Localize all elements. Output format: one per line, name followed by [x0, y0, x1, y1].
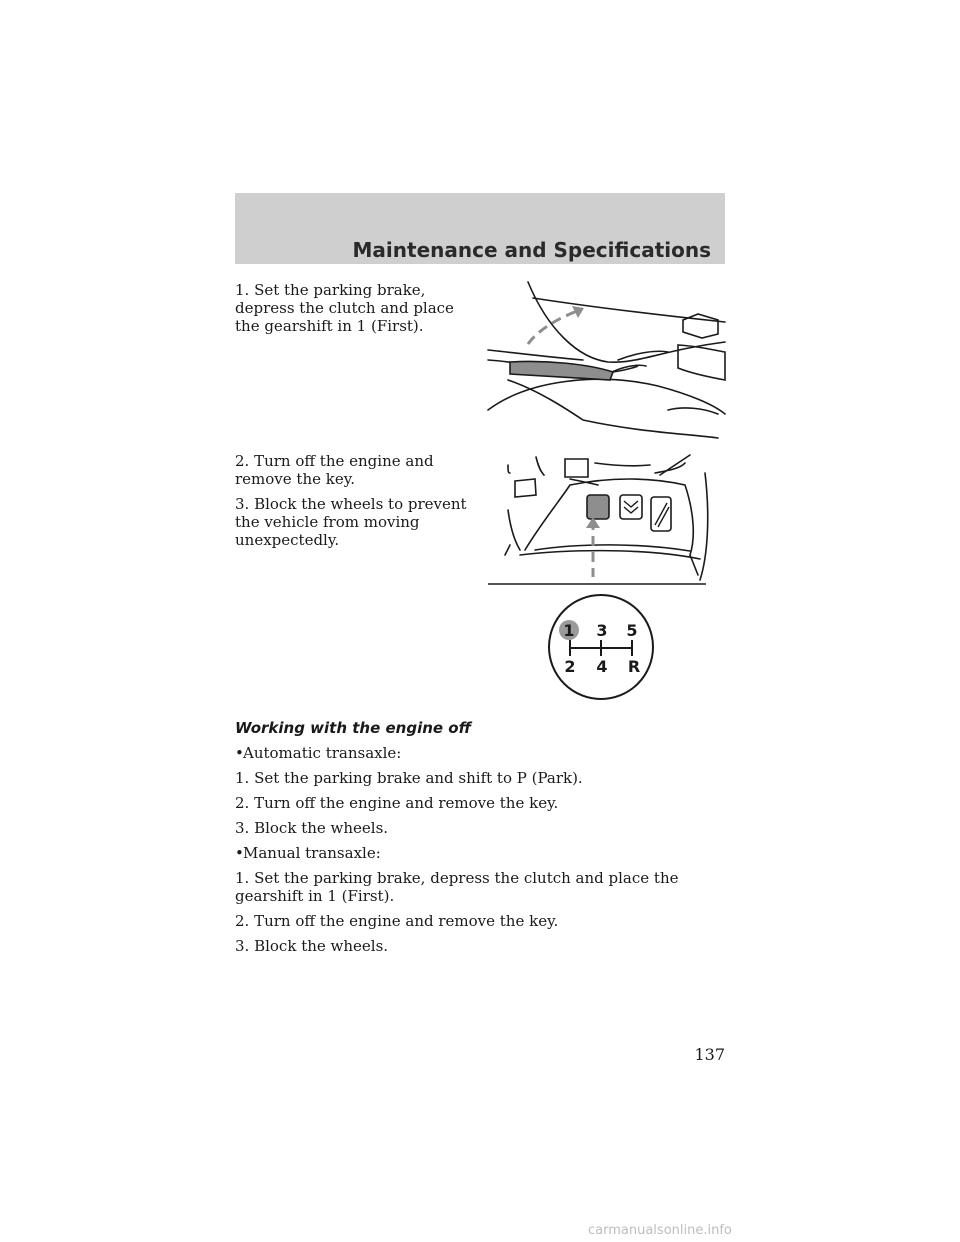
- auto-step-2: 2. Turn off the engine and remove the key.: [235, 794, 559, 812]
- gear-label-2: 2: [564, 657, 576, 676]
- manual-step-1: 1. Set the parking brake, depress the clutch and place the gearshift in 1 (First).: [235, 869, 679, 905]
- section-heading: Working with the engine off: [235, 719, 472, 737]
- figure-divider: [488, 582, 706, 586]
- parking-brake-illustration: [488, 280, 725, 440]
- step-1-parking-brake: 1. Set the parking brake, depress the clutch and place the gearshift in 1 (First).: [235, 281, 454, 335]
- manual-step-3: 3. Block the wheels.: [235, 937, 389, 955]
- gear-label-R: R: [627, 657, 641, 676]
- page-number: 137: [694, 1045, 725, 1064]
- step-2-engine-off: 2. Turn off the engine and remove the key.: [235, 452, 434, 488]
- bullet-automatic: [235, 744, 401, 762]
- gear-label-5: 5: [626, 621, 638, 640]
- bullet-dot-icon: •: [235, 744, 244, 762]
- bullet-dot-icon: •: [235, 844, 244, 862]
- auto-step-1: 1. Set the parking brake and shift to P (Park).: [235, 769, 583, 787]
- automatic-label: Automatic transaxle:: [243, 744, 402, 762]
- gear-label-3: 3: [596, 621, 608, 640]
- gear-label-4: 4: [596, 657, 608, 676]
- step-3-block-wheels: 3. Block the wheels to prevent the vehicle from moving unexpectedly.: [235, 495, 467, 549]
- bullet-manual: [235, 844, 381, 862]
- manual-step-2: 2. Turn off the engine and remove the key.: [235, 912, 559, 930]
- footer-watermark: carmanualsonline.info: [588, 1223, 732, 1238]
- manual-label: Manual transaxle:: [243, 844, 381, 862]
- header-band: [235, 193, 725, 264]
- clutch-pedal-illustration: [500, 455, 710, 585]
- gear-shift-pattern: [546, 592, 656, 702]
- gear-label-1: 1: [563, 621, 575, 640]
- section-title: Maintenance and Specifications: [352, 238, 711, 262]
- auto-step-3: 3. Block the wheels.: [235, 819, 389, 837]
